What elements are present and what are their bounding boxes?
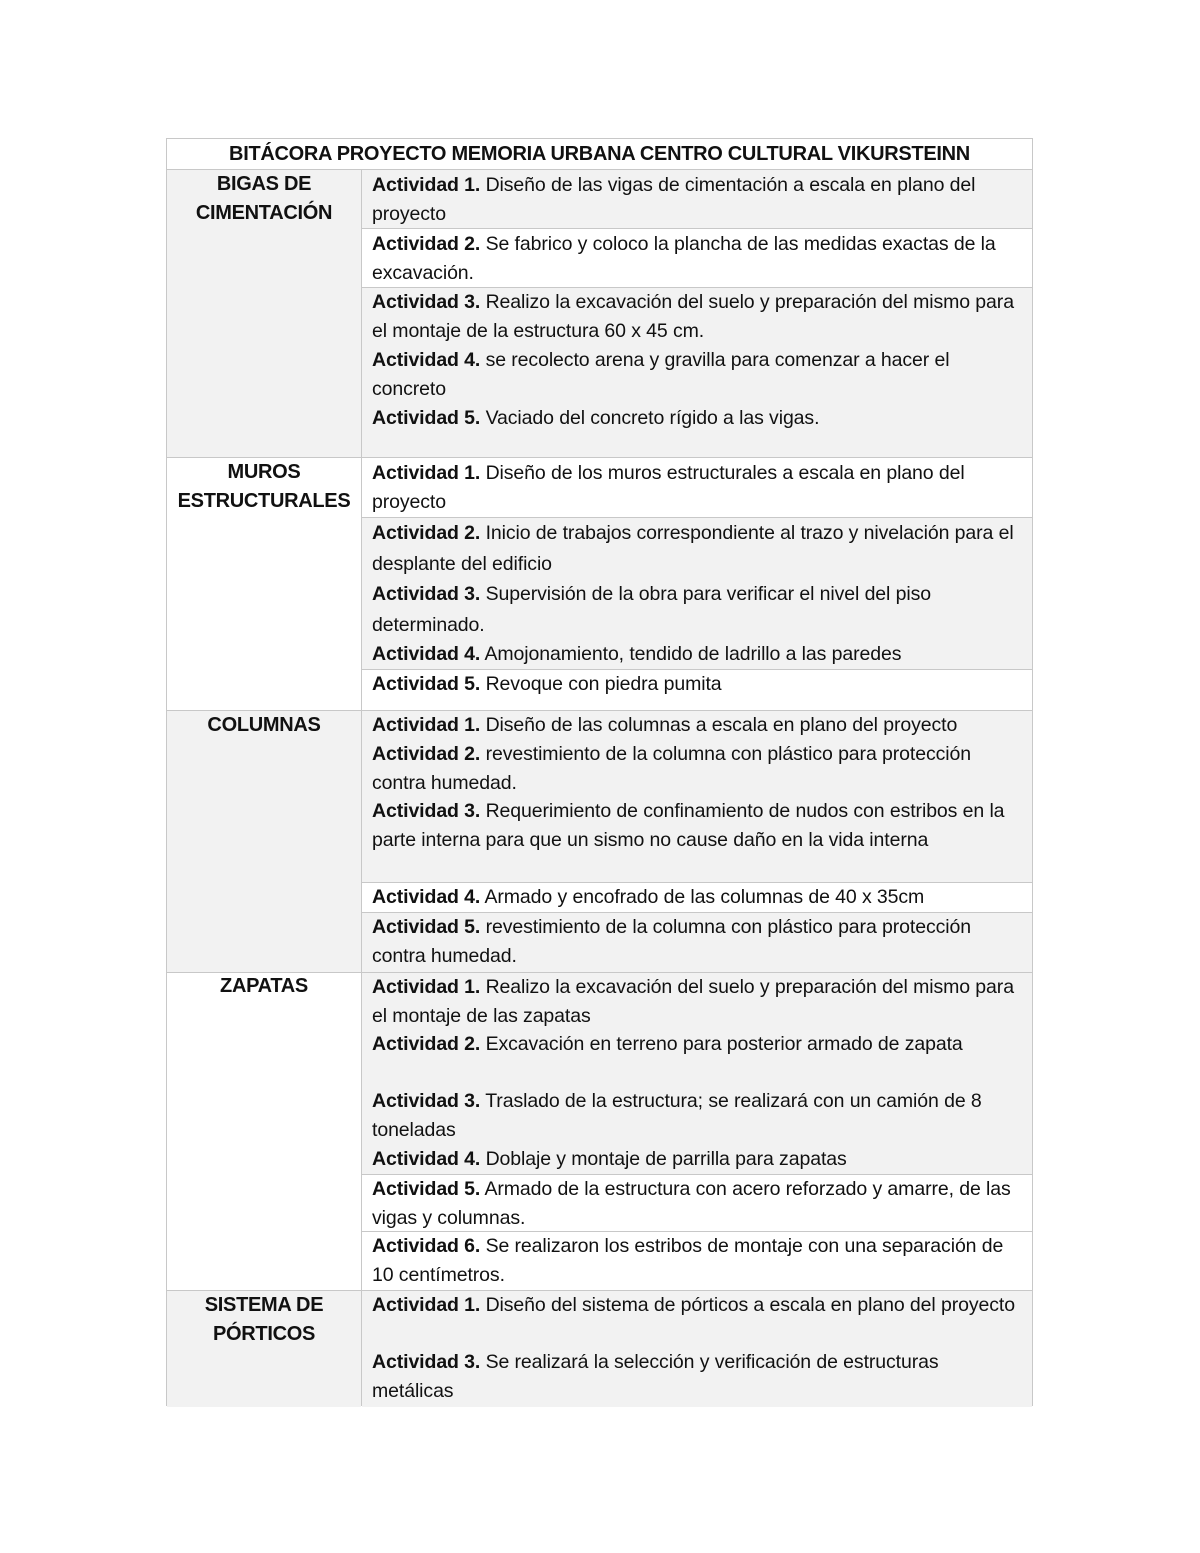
activity-log-table <box>166 138 1033 1406</box>
activity-entry: Actividad 6. Se realizaron los estribos de montaje con una separación de 10 centímetros. <box>372 1235 1004 1286</box>
activity-entry: Actividad 2. Inicio de trabajos correspondiente al trazo y nivelación para el desplante del edificio <box>372 522 1014 575</box>
activity-entry: Actividad 3. Requerimiento de confinamiento de nudos con estribos en la parte interna para que un sismo no cause daño en la vida interna <box>372 800 1005 851</box>
activity-entry: Actividad 5. Revoque con piedra pumita <box>372 673 722 695</box>
section-label-sistema-de-porticos: SISTEMA DE PÓRTICOS <box>204 1294 324 1345</box>
activity-entry: Actividad 5. Armado de la estructura con acero reforzado y amarre, de las vigas y columnas. <box>372 1178 1011 1229</box>
activity-entry: Actividad 5. Vaciado del concreto rígido a las vigas. <box>372 407 820 429</box>
section-label-muros-estructurales: MUROS ESTRUCTURALES <box>177 461 351 512</box>
activity-entry: Actividad 3. Supervisión de la obra para verificar el nivel del piso determinado. <box>372 583 931 636</box>
activity-entry: Actividad 4. Amojonamiento, tendido de ladrillo a las paredes <box>372 643 902 665</box>
activity-entry: Actividad 1. Diseño del sistema de pórticos a escala en plano del proyecto <box>372 1294 1015 1316</box>
activity-entry: Actividad 3. Se realizará la selección y verificación de estructuras metálicas <box>372 1351 939 1402</box>
activity-entry: Actividad 2. Se fabrico y coloco la plancha de las medidas exactas de la excavación. <box>372 233 996 284</box>
activity-entry: Actividad 3. Traslado de la estructura; se realizará con un camión de 8 toneladas <box>372 1090 982 1141</box>
activity-entry: Actividad 4. Armado y encofrado de las columnas de 40 x 35cm <box>372 886 925 908</box>
section-label-bigas-de-cimentacion: BIGAS DE CIMENTACIÓN <box>195 173 333 224</box>
activity-entry: Actividad 4. Doblaje y montaje de parrilla para zapatas <box>372 1148 847 1170</box>
activity-entry: Actividad 1. Realizo la excavación del suelo y preparación del mismo para el montaje de las zapatas <box>372 976 1014 1027</box>
activity-entry: Actividad 1. Diseño de las vigas de cimentación a escala en plano del proyecto <box>372 174 976 225</box>
section-label-zapatas: ZAPATAS <box>220 975 308 997</box>
activity-entry: Actividad 3. Realizo la excavación del suelo y preparación del mismo para el montaje de la estructura 60 x 45 cm. <box>372 291 1014 342</box>
activity-entry: Actividad 2. Excavación en terreno para posterior armado de zapata <box>372 1033 963 1055</box>
table-title: BITÁCORA PROYECTO MEMORIA URBANA CENTRO CULTURAL VIKURSTEINN <box>229 143 970 165</box>
activity-entry: Actividad 2. revestimiento de la columna con plástico para protección contra humedad. <box>372 743 971 794</box>
section-label-columnas: COLUMNAS <box>207 714 321 736</box>
activity-entry: Actividad 1. Diseño de los muros estructurales a escala en plano del proyecto <box>372 462 965 513</box>
activity-entry: Actividad 4. se recolecto arena y gravilla para comenzar a hacer el concreto <box>372 349 950 400</box>
activity-entry: Actividad 1. Diseño de las columnas a escala en plano del proyecto <box>372 714 958 736</box>
activity-entry: Actividad 5. revestimiento de la columna con plástico para protección contra humedad. <box>372 916 971 967</box>
